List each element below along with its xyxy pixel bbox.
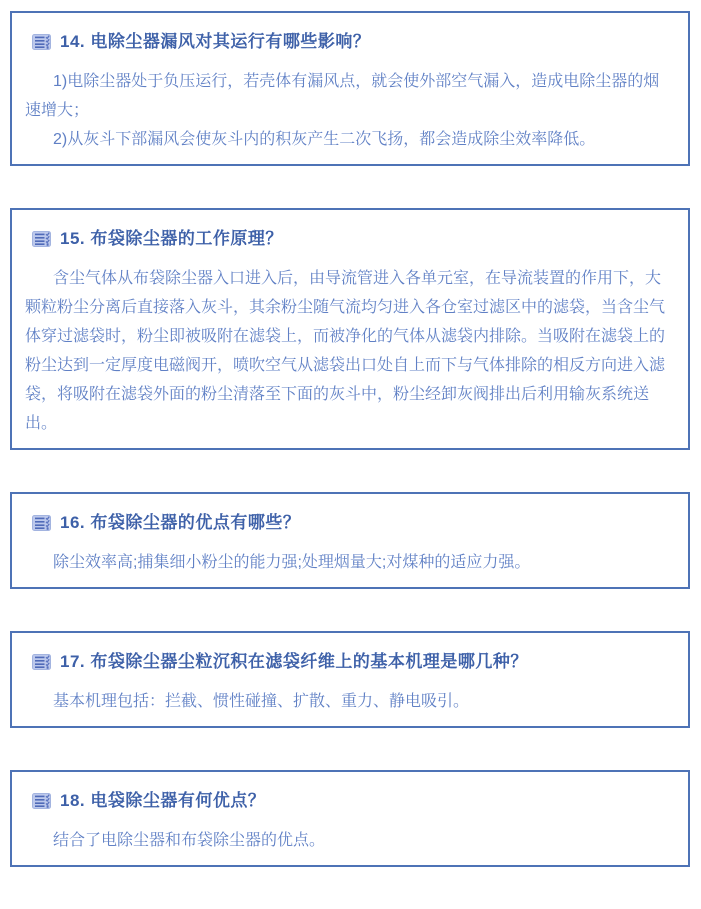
qa-title-row bbox=[12, 494, 688, 534]
qa-card bbox=[10, 208, 690, 450]
qa-answer bbox=[12, 264, 688, 448]
qa-question-title: 15. 布袋除尘器的工作原理？ bbox=[60, 229, 283, 248]
qa-card bbox=[10, 11, 690, 166]
task-list-icon bbox=[32, 793, 51, 809]
qa-answer-paragraph: 基本机理包括：拦截、惯性碰撞、扩散、重力、静电吸引。 bbox=[53, 693, 470, 710]
qa-title-row bbox=[12, 210, 688, 250]
qa-title-row bbox=[12, 13, 688, 53]
qa-title-row bbox=[12, 633, 688, 673]
qa-card-list bbox=[0, 11, 701, 867]
task-list-icon bbox=[32, 654, 51, 670]
qa-question-title: 14. 电除尘器漏风对其运行有哪些影响？ bbox=[60, 32, 371, 51]
qa-question-title: 17. 布袋除尘器尘粒沉积在滤袋纤维上的基本机理是哪几种？ bbox=[60, 652, 528, 671]
qa-card bbox=[10, 492, 690, 589]
qa-answer bbox=[12, 548, 688, 587]
qa-answer-paragraph: 含尘气体从布袋除尘器入口进入后，由导流管进入各单元室，在导流装置的作用下，大颗粒粉尘分离后直接落入灰斗，其余粉尘随气流均匀进入各仓室过滤区中的滤袋，当含尘气体穿过滤袋时，粉尘即被吸附在滤袋上，而被净化的气体从滤袋内排除。当吸附在滤袋上的粉尘达到一定厚度电磁阀开，喷吹空气从滤袋出口处自上而下与气体排除的相反方向进入滤袋，将吸附在滤袋外面的粉尘清落至下面的灰斗中，粉尘经卸灰阀排出后利用输灰系统送出。 bbox=[25, 270, 666, 432]
qa-title-row bbox=[12, 772, 688, 812]
qa-question-title: 18. 电袋除尘器有何优点？ bbox=[60, 791, 266, 810]
qa-answer-paragraph: 2)从灰斗下部漏风会使灰斗内的积灰产生二次飞扬，都会造成除尘效率降低。 bbox=[53, 131, 596, 148]
qa-answer bbox=[12, 67, 688, 164]
task-list-icon bbox=[32, 231, 51, 247]
qa-answer bbox=[12, 687, 688, 726]
task-list-icon bbox=[32, 515, 51, 531]
qa-answer-paragraph: 1)电除尘器处于负压运行，若壳体有漏风点，就会使外部空气漏入，造成电除尘器的烟速增大； bbox=[25, 73, 660, 119]
task-list-icon bbox=[32, 34, 51, 50]
qa-question-title: 16. 布袋除尘器的优点有哪些？ bbox=[60, 513, 301, 532]
qa-card bbox=[10, 631, 690, 728]
qa-answer-paragraph: 结合了电除尘器和布袋除尘器的优点。 bbox=[53, 832, 326, 849]
qa-answer-paragraph: 除尘效率高;捕集细小粉尘的能力强;处理烟量大;对煤种的适应力强。 bbox=[53, 554, 531, 571]
qa-card bbox=[10, 770, 690, 867]
qa-answer bbox=[12, 826, 688, 865]
